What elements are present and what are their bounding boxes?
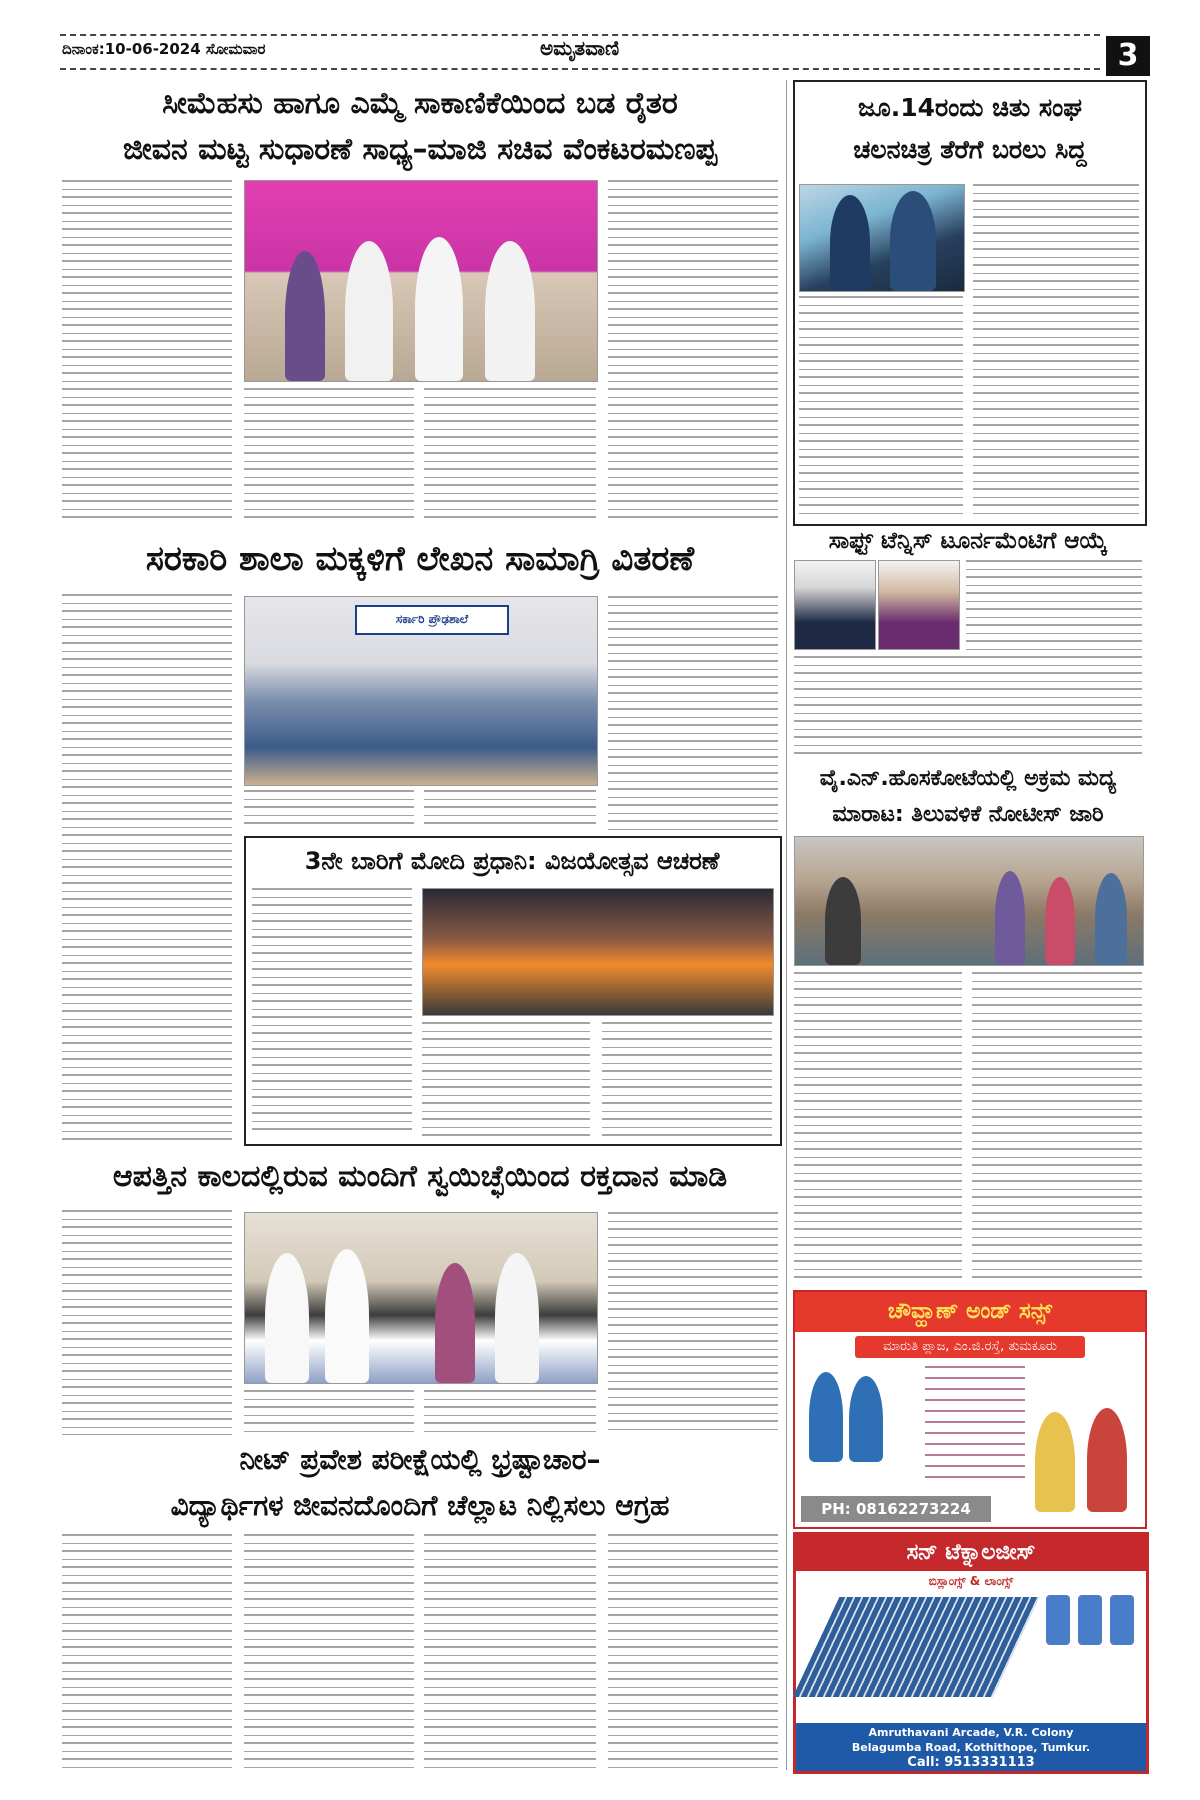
tech-advertisement[interactable]: [793, 1532, 1149, 1774]
story2-photo: [244, 596, 598, 786]
tech-ad-name: ಸನ್ ಟೆಕ್ನಾಲಜೀಸ್: [796, 1535, 1146, 1571]
story5-text-col3: [424, 1534, 596, 1770]
child-figure-icon: [1035, 1412, 1075, 1512]
story4-headline: ಆಪತ್ತಿನ ಕಾಲದಲ್ಲಿರುವ ಮಂದಿಗೆ ಸ್ವಯಿಚ್ಛೆಯಿಂದ ರಕ್ತದಾನ ಮಾಡಿ: [112, 1159, 728, 1194]
player2-photo: [878, 560, 960, 650]
right-story2-text-a: [966, 560, 1142, 650]
right-story3-headline-line2: ಮಾರಾಟ: ತಿಲುವಳಿಕೆ ನೋಟೀಸ್ ಜಾರಿ: [832, 802, 1104, 827]
story1-text-col3: [424, 388, 596, 525]
water-filter-icon: [1046, 1595, 1070, 1645]
page-number: 3: [1106, 36, 1150, 76]
story2-text-col3: [424, 790, 596, 830]
story1-text-col2: [244, 388, 414, 525]
story2-headline: ಸರಕಾರಿ ಶಾಲಾ ಮಕ್ಕಳಿಗೆ ಲೇಖನ ಸಾಮಾಗ್ರಿ ವಿತರಣೆ: [145, 539, 695, 579]
right-story1-photo: [799, 184, 965, 292]
story4-photo: [244, 1212, 598, 1384]
story1-headline-line2: ಜೀವನ ಮಟ್ಟ ಸುಧಾರಣೆ ಸಾಧ್ಯ–ಮಾಜಿ ಸಚಿವ ವೆಂಕಟರಮಣಪ್ಪ: [122, 132, 718, 167]
issue-date: ದಿನಾಂಕ:10-06-2024 ಸೋಮವಾರ: [62, 40, 266, 58]
tech-ad-tagline: ಬಿಸ್ಲಾಂಗ್ಸ್ & ಲಾಂಗ್ಸ್: [928, 1574, 1014, 1588]
story5-headline-line2: ವಿದ್ಯಾರ್ಥಿಗಳ ಜೀವನದೊಂದಿಗೆ ಚೆಲ್ಲಾಟ ನಿಲ್ಲಿಸಲು ಆಗ್ರಹ: [170, 1489, 670, 1522]
tech-ad-address-line2: Belagumba Road, Kothithope, Tumkur.: [851, 1741, 1091, 1754]
right-story2-headline: ಸಾಫ್ಟ್ ಟೆನ್ನಿಸ್ ಟೂರ್ನಮೆಂಟಿಗೆ ಆಯ್ಕೆ: [828, 528, 1108, 554]
tech-ad-address-line1: Amruthavani Arcade, V.R. Colony: [868, 1726, 1074, 1739]
story4-text-col3: [424, 1390, 596, 1435]
right-story1-box: [793, 80, 1147, 526]
right-story1-text-a: [799, 296, 963, 518]
right-story1-text-b: [973, 184, 1139, 518]
story4-text-col1: [62, 1210, 232, 1435]
column-divider: [786, 80, 787, 1770]
right-story3-headline-line1: ವೈ.ಎನ್.ಹೊಸಕೋಟೆಯಲ್ಲಿ ಅಕ್ರಮ ಮದ್ಯ: [819, 766, 1117, 791]
story1-text-col1: [62, 180, 232, 525]
water-filter-icon: [1110, 1595, 1134, 1645]
newspaper-name: ಅಮೃತವಾಣಿ: [540, 36, 620, 60]
story3-headline: 3ನೇ ಬಾರಿಗೆ ಮೋದಿ ಪ್ರಧಾನಿ: ವಿಜಯೋತ್ಸವ ಆಚರಣೆ: [304, 847, 720, 875]
child-figure-icon: [1087, 1408, 1127, 1512]
shop-ad-address: ಮಾರುತಿ ಪ್ಲಾಜ, ಎಂ.ಜಿ.ರಸ್ತೆ, ತುಮಕೂರು: [855, 1336, 1085, 1358]
story5-headline-line1: ನೀಟ್ ಪ್ರವೇಶ ಪರೀಕ್ಷೆಯಲ್ಲಿ ಭ್ರಷ್ಟಾಚಾರ–: [239, 1443, 601, 1476]
right-story3-text-a: [794, 972, 962, 1282]
solar-heater-icon: [793, 1597, 1040, 1697]
story2-text-col2: [244, 790, 414, 830]
school-banner: ಸರ್ಕಾರಿ ಪ್ರೌಢಶಾಲೆ: [355, 605, 509, 635]
story4-text-col4: [608, 1212, 778, 1435]
right-story1-headline-line2: ಚಲನಚಿತ್ರ ತೆರೆಗೆ ಬರಲು ಸಿದ್ದ: [853, 135, 1087, 164]
tech-ad-phone[interactable]: Call: 9513331113: [907, 1755, 1035, 1770]
right-story2-text-b: [794, 656, 1142, 756]
story3-photo: [422, 888, 774, 1016]
right-story3-photo: [794, 836, 1144, 966]
story3-text-col3: [602, 1022, 772, 1136]
right-story3-text-b: [972, 972, 1142, 1282]
story5-text-col2: [244, 1534, 414, 1770]
shop-ad-name: ಚೌವ್ಹಾಣ್ ಅಂಡ್ ಸನ್ಸ್: [795, 1292, 1145, 1332]
story3-text-col1: [252, 888, 412, 1136]
child-figure-icon: [809, 1372, 843, 1462]
story2-text-col4: [608, 596, 778, 830]
story1-headline-line1: ಸೀಮೆಹಸು ಹಾಗೂ ಎಮ್ಮೆ ಸಾಕಾಣಿಕೆಯಿಂದ ಬಡ ರೈತರ: [162, 86, 678, 121]
story5-text-col4: [608, 1534, 778, 1770]
story1-photo: [244, 180, 598, 382]
masthead-bottom-rule: [60, 68, 1100, 70]
player1-photo: [794, 560, 876, 650]
story3-box: [244, 836, 782, 1146]
right-story1-headline-line1: ಜೂ.14ರಂದು ಚಿತು ಸಂಘ: [858, 93, 1082, 122]
shop-advertisement[interactable]: [793, 1290, 1147, 1529]
story3-text-col2: [422, 1022, 590, 1136]
story1-text-col4: [608, 180, 778, 525]
tech-ad-footer: [796, 1723, 1146, 1771]
child-figure-icon: [849, 1376, 883, 1462]
water-filter-icon: [1078, 1595, 1102, 1645]
shop-ad-product-list: [925, 1366, 1025, 1486]
story5-text-col1: [62, 1534, 232, 1770]
story4-text-col2: [244, 1390, 414, 1435]
story2-text-col1: [62, 594, 232, 1146]
shop-ad-phone[interactable]: PH: 08162273224: [801, 1496, 991, 1522]
